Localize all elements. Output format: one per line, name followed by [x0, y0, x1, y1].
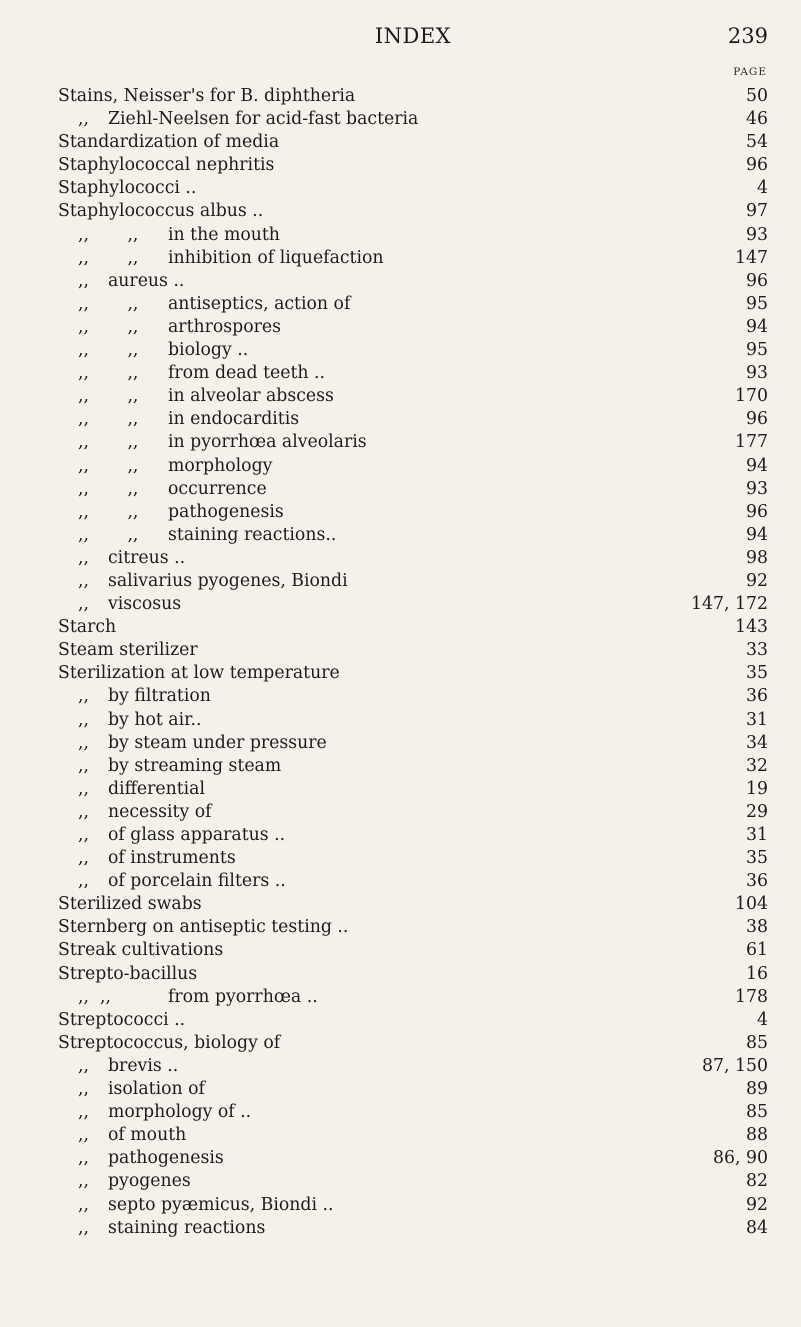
entry-lead [78, 870, 286, 893]
entry-text: by filtration [108, 686, 211, 707]
index-entry [58, 870, 768, 893]
entry-lead [58, 1032, 280, 1055]
index-entry [58, 778, 768, 801]
entry-page: 95 [746, 293, 768, 314]
index-entry [58, 501, 768, 524]
index-entry [58, 362, 768, 385]
ditto-marks: ,, [78, 709, 89, 730]
entry-lead [78, 847, 236, 870]
entry-page: 96 [746, 270, 768, 291]
index-entry [58, 986, 768, 1009]
entry-text: Sterilization at low temperature [58, 663, 340, 684]
ditto-marks: ,, [78, 570, 89, 591]
entry-text: in alveolar abscess [168, 386, 334, 407]
entry-lead [78, 247, 384, 270]
entry-text: Staphylococci .. [58, 178, 197, 199]
entry-text: Standardization of media [58, 132, 280, 153]
entry-page: 84 [746, 1217, 768, 1238]
index-entry [58, 593, 768, 616]
entry-lead [78, 478, 267, 501]
entry-lead [78, 801, 212, 824]
ditto-marks: ,, [78, 848, 89, 869]
entry-page: 177 [735, 432, 768, 453]
entry-lead [78, 593, 182, 616]
index-entry [58, 732, 768, 755]
ditto-marks: ,, [78, 1055, 89, 1076]
entry-text: Streptococcus, biology of [58, 1032, 281, 1053]
entry-lead [58, 963, 197, 986]
index-entry [58, 200, 768, 223]
ditto-marks: ,, ,, [78, 986, 111, 1007]
ditto-marks: ,, [78, 755, 89, 776]
entry-page: 92 [746, 1194, 768, 1215]
entry-page: 104 [735, 894, 768, 915]
entry-text: Ziehl-Neelsen for acid-fast bacteria [108, 109, 419, 130]
index-entry [58, 1101, 768, 1124]
entry-page: 94 [746, 524, 768, 545]
entry-page: 87, 150 [702, 1055, 768, 1076]
ditto-marks: ,, ,, [78, 409, 139, 430]
ditto-marks: ,, [78, 1079, 89, 1100]
index-entry [58, 570, 768, 593]
index-entry [58, 709, 768, 732]
entry-text: isolation of [108, 1079, 205, 1100]
entry-page: 29 [746, 801, 768, 822]
entry-lead [78, 1194, 334, 1217]
ditto-marks: ,, ,, [78, 386, 139, 407]
ditto-marks: ,, ,, [78, 432, 139, 453]
entry-text: Starch [58, 617, 117, 638]
entry-page: 36 [746, 686, 768, 707]
entry-text: differential [108, 778, 206, 799]
entry-text: of porcelain filters .. [108, 871, 286, 892]
index-entry [58, 524, 768, 547]
ditto-marks: ,, ,, [78, 293, 139, 314]
index-entry [58, 131, 768, 154]
entry-text: inhibition of liquefaction [168, 247, 384, 268]
ditto-marks: ,, [78, 732, 89, 753]
entry-page: 170 [735, 386, 768, 407]
entry-text: pathogenesis [108, 1148, 224, 1169]
entry-lead [78, 501, 284, 524]
entry-page: 96 [746, 155, 768, 176]
entry-text: from dead teeth .. [168, 363, 326, 384]
ditto-marks: ,, [78, 871, 89, 892]
entry-page: 95 [746, 340, 768, 361]
entry-text: viscosus [108, 594, 182, 615]
entry-lead [58, 916, 348, 939]
entry-lead [78, 408, 300, 431]
entry-lead [78, 431, 367, 454]
entry-text: biology .. [168, 340, 249, 361]
entry-text: Steam sterilizer [58, 640, 198, 661]
index-entry [58, 963, 768, 986]
entry-page: 85 [746, 1102, 768, 1123]
entry-lead [78, 1217, 266, 1240]
ditto-marks: ,, [78, 594, 89, 615]
index-entry [58, 639, 768, 662]
index-entry [58, 108, 768, 131]
entry-text: Streptococci .. [58, 1009, 186, 1030]
entry-text: Sterilized swabs [58, 894, 202, 915]
entry-page: 85 [746, 1032, 768, 1053]
index-entry [58, 916, 768, 939]
ditto-marks: ,, [78, 801, 89, 822]
entry-page: 4 [757, 1009, 768, 1030]
entry-text: citreus .. [108, 547, 186, 568]
entry-page: 34 [746, 732, 768, 753]
ditto-marks: ,, ,, [78, 247, 139, 268]
entry-page: 88 [746, 1125, 768, 1146]
entry-text: pyogenes [108, 1171, 191, 1192]
entry-lead [78, 778, 206, 801]
entry-text: Staphylococcus albus .. [58, 201, 264, 222]
entry-text: by steam under pressure [108, 732, 327, 753]
entry-text: salivarius pyogenes, Biondi [108, 570, 348, 591]
entry-text: by streaming steam [108, 755, 282, 776]
entry-text: morphology [168, 455, 273, 476]
index-entry [58, 662, 768, 685]
ditto-marks: ,, [78, 1217, 89, 1238]
entry-lead [78, 339, 249, 362]
ditto-marks: ,, [78, 547, 89, 568]
entry-text: Staphylococcal nephritis [58, 155, 275, 176]
index-entry [58, 847, 768, 870]
entry-page: 50 [746, 86, 768, 106]
entry-text: aureus .. [108, 270, 185, 291]
entry-text: Streak cultivations [58, 940, 224, 961]
entry-page: 33 [746, 640, 768, 661]
index-entry [58, 224, 768, 247]
index-entry [58, 478, 768, 501]
entry-page: 147 [735, 247, 768, 268]
entry-text: from pyorrhœa .. [168, 986, 318, 1007]
entry-page: 32 [746, 755, 768, 776]
entry-text: Strepto-bacillus [58, 963, 198, 984]
entry-page: 82 [746, 1171, 768, 1192]
entry-page: 143 [735, 617, 768, 638]
index-entry [58, 547, 768, 570]
entry-page: 94 [746, 455, 768, 476]
entry-text: necessity of [108, 801, 212, 822]
index-entry [58, 339, 768, 362]
index-entry [58, 293, 768, 316]
entry-lead [78, 316, 281, 339]
entry-lead [78, 570, 348, 593]
entry-page: 46 [746, 109, 768, 130]
entry-page: 35 [746, 663, 768, 684]
index-entry [58, 1009, 768, 1032]
entry-lead [78, 755, 282, 778]
entry-text: of mouth [108, 1125, 187, 1146]
entry-lead [78, 1055, 179, 1078]
entry-page: 98 [746, 547, 768, 568]
ditto-marks: ,, [78, 1125, 89, 1146]
ditto-marks: ,, [78, 1171, 89, 1192]
entry-page: 147, 172 [691, 594, 768, 615]
entry-lead [78, 524, 337, 547]
entry-text: of instruments [108, 848, 236, 869]
index-entry [58, 939, 768, 962]
ditto-marks: ,, ,, [78, 316, 139, 337]
ditto-marks: ,, ,, [78, 478, 139, 499]
index-entry [58, 1194, 768, 1217]
ditto-marks: ,, ,, [78, 224, 139, 245]
entry-lead [78, 732, 327, 755]
index-entry [58, 270, 768, 293]
entry-text: staining reactions.. [168, 524, 337, 545]
index-entry [58, 85, 768, 108]
entry-lead [58, 200, 263, 223]
entry-lead [78, 1124, 187, 1147]
entry-page: 96 [746, 409, 768, 430]
entry-lead [78, 455, 273, 478]
entry-page: 96 [746, 501, 768, 522]
index-entry [58, 1055, 768, 1078]
entry-lead [78, 293, 351, 316]
index-entry [58, 1032, 768, 1055]
index-entry [58, 801, 768, 824]
entry-lead [78, 270, 185, 293]
ditto-marks: ,, [78, 778, 89, 799]
ditto-marks: ,, [78, 686, 89, 707]
entry-lead [78, 709, 202, 732]
entry-lead [58, 1009, 185, 1032]
index-entry [58, 316, 768, 339]
entry-page: 54 [746, 132, 768, 153]
entry-text: antiseptics, action of [168, 293, 351, 314]
index-entry [58, 1078, 768, 1101]
entry-page: 36 [746, 871, 768, 892]
entry-lead [78, 547, 186, 570]
entry-text: brevis .. [108, 1055, 179, 1076]
entry-page: 89 [746, 1079, 768, 1100]
entry-text: in pyorrhœa alveolaris [168, 432, 367, 453]
entry-page: 86, 90 [713, 1148, 768, 1169]
entry-lead [58, 131, 279, 154]
entry-lead [58, 616, 116, 639]
ditto-marks: ,, [78, 109, 89, 130]
entry-page: 178 [735, 986, 768, 1007]
entry-lead [78, 362, 326, 385]
index-entry [58, 755, 768, 778]
entry-text: arthrospores [168, 316, 281, 337]
ditto-marks: ,, [78, 1194, 89, 1215]
entry-page: 19 [746, 778, 768, 799]
index-entry [58, 455, 768, 478]
index-entry [58, 1147, 768, 1170]
page-number: 239 [727, 24, 768, 48]
index-entry [58, 1124, 768, 1147]
entry-text: septo pyæmicus, Biondi .. [108, 1194, 334, 1215]
entry-page: 92 [746, 570, 768, 591]
entry-text: occurrence [168, 478, 267, 499]
index-entry [58, 431, 768, 454]
ditto-marks: ,, ,, [78, 455, 139, 476]
entry-lead [58, 154, 274, 177]
index-entry [58, 408, 768, 431]
entry-page: 4 [757, 178, 768, 199]
entry-lead [78, 1170, 191, 1193]
index-entry [58, 893, 768, 916]
ditto-marks: ,, [78, 825, 89, 845]
entry-page: 93 [746, 478, 768, 499]
entry-text: Stains, Neisser's for B. diphtheria [58, 86, 356, 106]
ditto-marks: ,, ,, [78, 524, 139, 545]
index-entry [58, 1217, 768, 1240]
page-header [58, 24, 768, 64]
entry-lead [58, 893, 202, 916]
index-entry [58, 247, 768, 270]
entry-lead [58, 662, 340, 685]
index-entry [58, 1170, 768, 1193]
entry-lead [78, 1078, 205, 1101]
entry-page: 61 [746, 940, 768, 961]
index-entry [58, 685, 768, 708]
entry-lead [78, 1101, 252, 1124]
entry-lead [78, 385, 334, 408]
entry-page: 97 [746, 201, 768, 222]
index-entry [58, 385, 768, 408]
entry-text: in the mouth [168, 224, 280, 245]
entry-lead [58, 177, 196, 200]
entry-lead [78, 224, 280, 247]
entry-lead [58, 939, 223, 962]
entry-text: of glass apparatus .. [108, 825, 286, 845]
entry-text: staining reactions [108, 1217, 266, 1238]
entry-page: 93 [746, 224, 768, 245]
index-entry [58, 154, 768, 177]
entry-page: 94 [746, 316, 768, 337]
ditto-marks: ,, [78, 1148, 89, 1169]
index-entry [58, 177, 768, 200]
entry-text: in endocarditis [168, 409, 300, 430]
entry-lead [78, 108, 419, 131]
index-entries [58, 85, 768, 1240]
entry-text: morphology of .. [108, 1102, 252, 1123]
entry-text: by hot air.. [108, 709, 202, 730]
entry-page: 93 [746, 363, 768, 384]
entry-page: 31 [746, 825, 768, 845]
entry-lead [78, 986, 318, 1009]
entry-lead [58, 85, 355, 108]
entry-page: 31 [746, 709, 768, 730]
page-column-label: PAGE [733, 66, 767, 78]
ditto-marks: ,, ,, [78, 501, 139, 522]
ditto-marks: ,, [78, 270, 89, 291]
entry-text: Sternberg on antiseptic testing .. [58, 917, 349, 938]
entry-page: 35 [746, 848, 768, 869]
ditto-marks: ,, [78, 1102, 89, 1123]
index-entry [58, 616, 768, 639]
entry-page: 16 [746, 963, 768, 984]
entry-page: 38 [746, 917, 768, 938]
ditto-marks: ,, ,, [78, 363, 139, 384]
entry-lead [78, 824, 286, 847]
index-entry [58, 824, 768, 847]
ditto-marks: ,, ,, [78, 340, 139, 361]
index-title: INDEX [374, 24, 452, 48]
entry-lead [78, 685, 211, 708]
entry-lead [78, 1147, 224, 1170]
entry-lead [58, 639, 198, 662]
entry-text: pathogenesis [168, 501, 284, 522]
